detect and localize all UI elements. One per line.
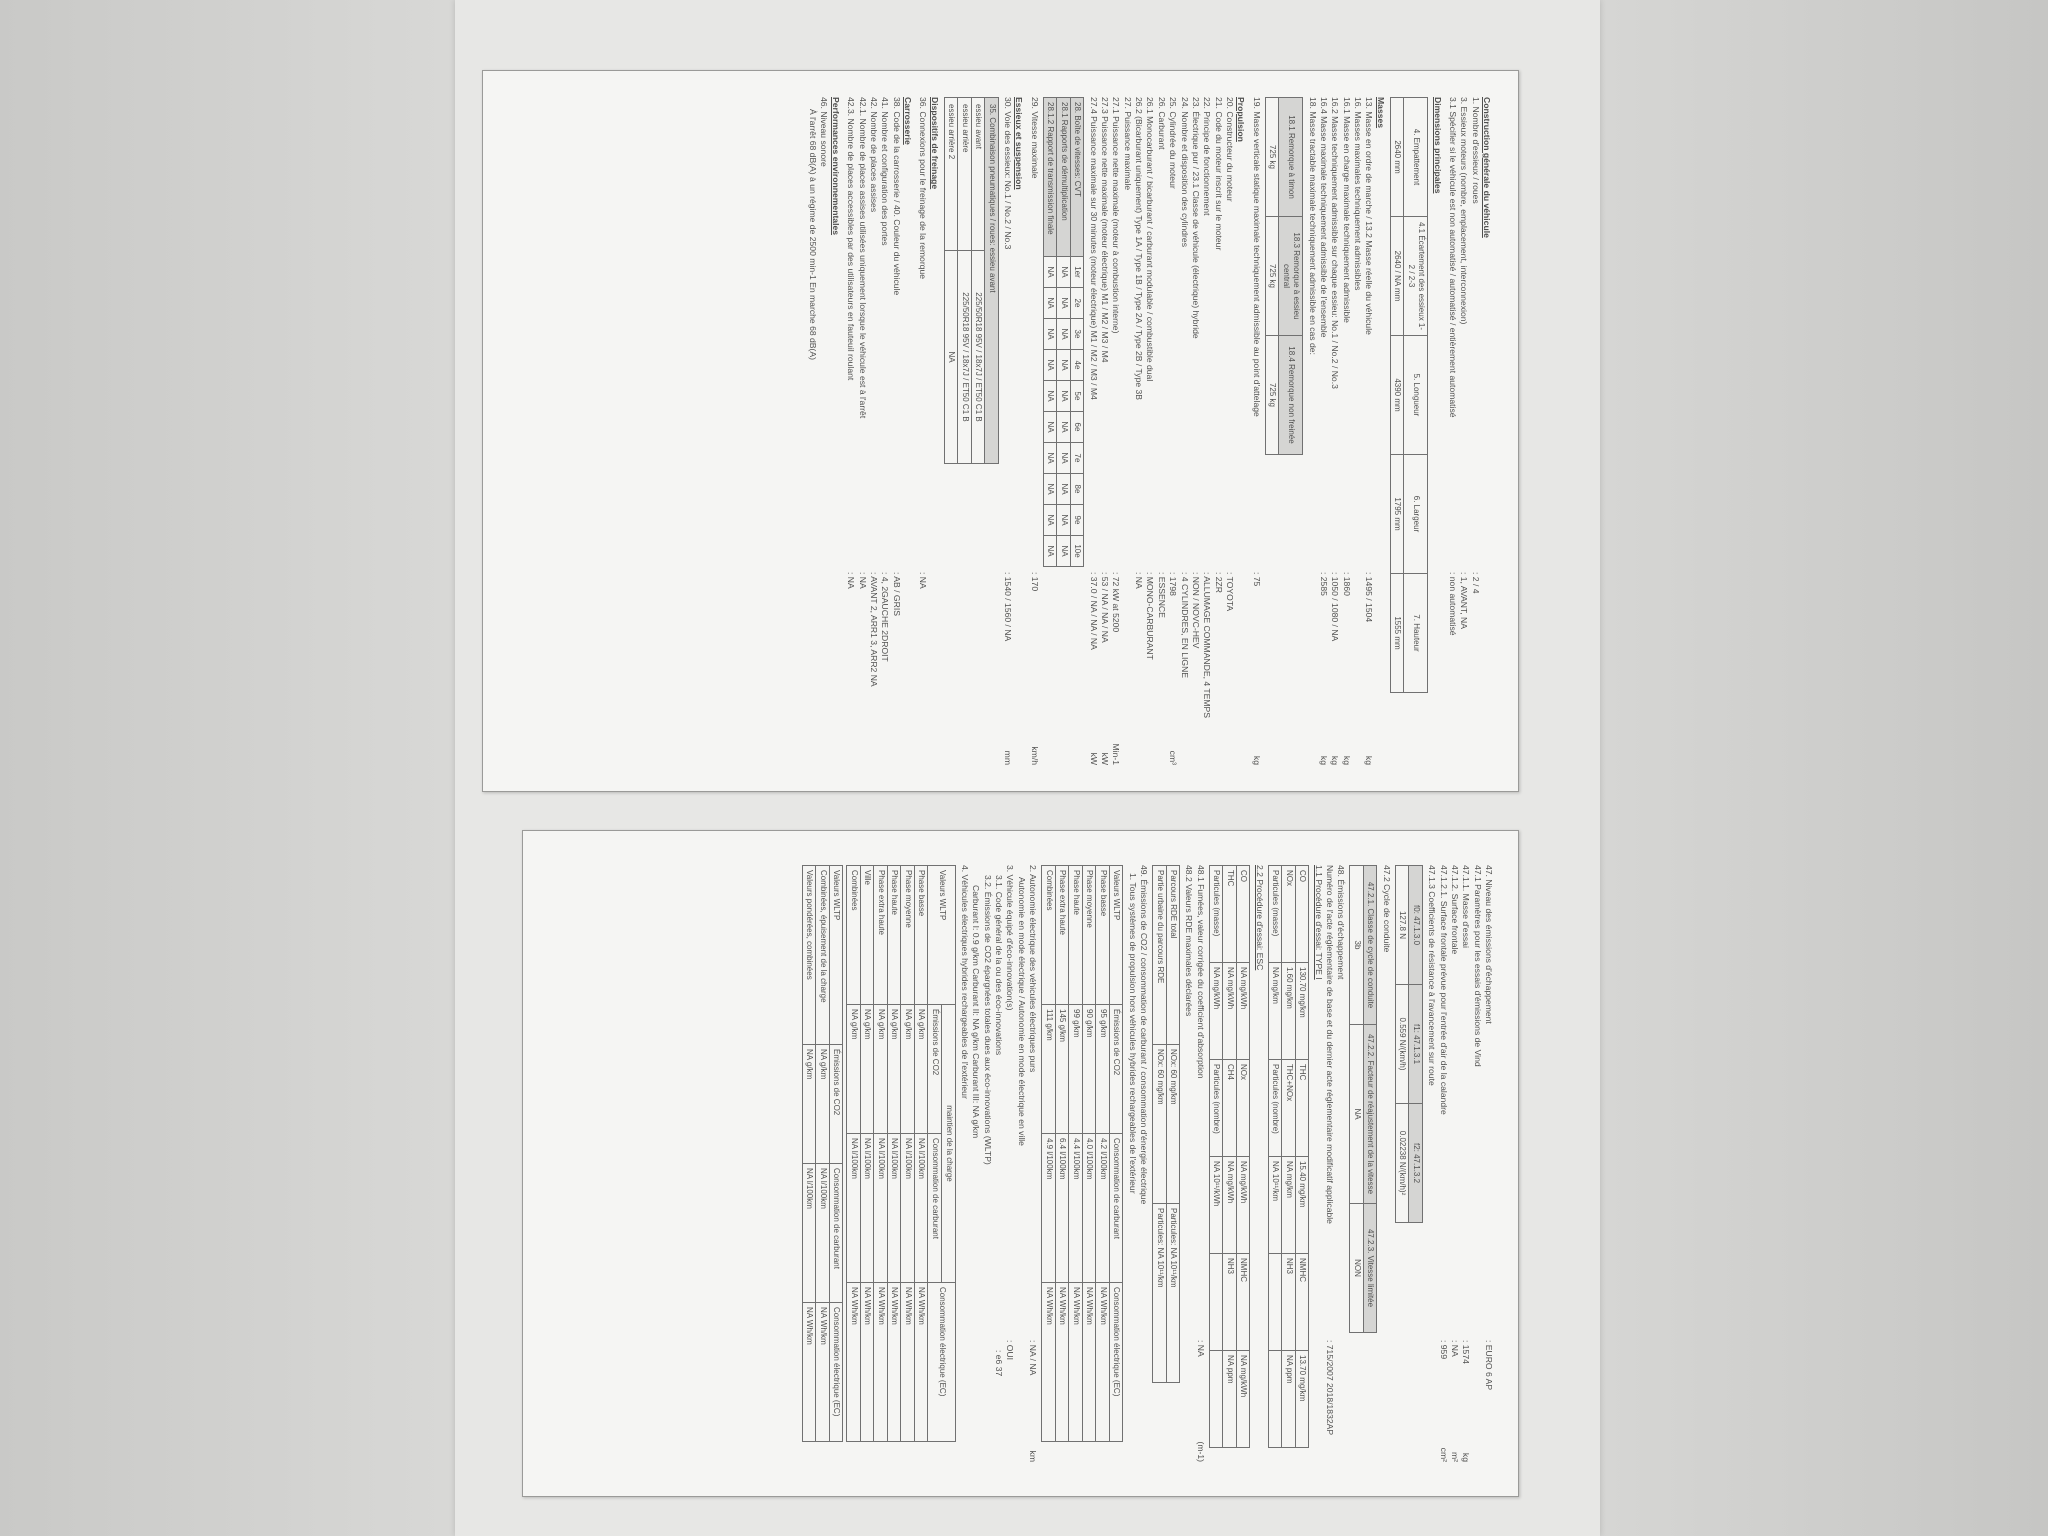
document-page-2 [522,830,1519,1497]
field-row: 42. Nombre de places assises : AVANT 2, ARR1 3, ARR2 NA [868,97,879,687]
field-row: 38. Code de la carrosserie / 40. Couleur du véhicule : AB / GRIS [891,97,902,616]
co2-heading: 49. Émissions de CO2 / consommation de carburant / consommation d'énergie électrique [1138,865,1149,1205]
field-row: 29. Vitesse maximale : 170 km/h [1029,97,1040,765]
phev-table: Valeurs WLTP maintien de la charge Consommation électrique (EC) Émissions de CO2 Consommation de carburant Phase basse NA g/km NA l/100km NA Wh/km Phase moyenne NA g/km NA l/100km NA Wh/km Phase haute NA g/km NA l/100km NA Wh/km Phase extra haute NA g/km NA l/100km NA Wh/km Ville NA g/km NA l/100km NA Wh/km Combinées NA g/km NA l/100km NA Wh/km [846,865,955,1442]
section-brakes: Dispositifs de freinage [929,97,940,190]
esc-procedure: 2.2 Procédure d'essai: ESC [1254,865,1265,971]
section-axles: Essieux et suspension [1014,97,1025,190]
params-heading: 47.1 Paramètres pour les essais d'émissions de Vind [1472,865,1483,1067]
field-row: 22. Principe de fonctionnement : ALLUMAGE COMMANDE, 4 TEMPS [1202,97,1213,718]
field-row: 42.1. Nombre de places assises utilisées uniquement lorsque le véhicule est à l'arrêt : NA [857,97,868,589]
field-row: 3.1. Code général de la ou des éco-innovations : e6 37 [993,875,1004,1377]
section-environment: Performances environnementales [830,97,841,236]
dimensions-table: 4. Empattement 4.1 Écartement des essieux 1-2 / 2-3 5. Longueur 6. Largeur 7. Hauteur 2640 mm 2640 / NA mm 4390 mm 1795 mm 1555 mm [1390,97,1429,693]
field-row: 30. Voie des essieux: No.1 / No.2 / No.3 : 1540 / 1560 / NA mm [1003,97,1014,765]
noise-values: À l'arrêt 68 dB(A) à un régime de 2500 min-1 En marche 68 dB(A) [808,109,819,360]
field-row: 26.2 (Bicarburant uniquement) Type 1A / Type 1B / Type 2A / Type 2B / Type 3B : NA [1134,97,1145,589]
rde-table: Parcours RDE total NOx: 60 mg/km Particules: NA 10¹¹/km Partie urbaine du parcours RDE NOx: 60 mg/km Particules: NA 10¹¹/km [1152,865,1180,1383]
field-row: 16.2 Masse techniquement admissible sur chaque essieu: No.1 / No.2 / No.3 : 1050 / 1080 / NA kg [1330,97,1341,765]
field-row: 16. Masses maximales techniquement admissibles [1352,97,1363,291]
ev-range-subtext: Autonomie en mode électrique / Autonomie en mode électrique en ville [1016,877,1027,1146]
road-load-table: f0: 47.1.3.0 f1: 47.1.3.1 f2: 47.1.3.2 127.8 N 0.559 N/(km/h) 0.02238 N/(km/h)² [1395,865,1423,1223]
field-row: 48.1 Fumées, valeur corrigée du coefficient d'absorption : NA (m-1) [1195,865,1206,1462]
field-row: 42.3. Nombre de places accessibles par des utilisateurs en fauteuil roulant : NA [846,97,857,589]
page-1-content [797,71,1518,791]
field-row: 25. Cylindrée du moteur : 1798 cm³ [1168,97,1179,765]
wltp-table: Valeurs WLTP Émissions de CO2 Consommation de carburant Consommation électrique (EC) Phase basse 95 g/km 4.2 l/100km NA Wh/km Phase moyenne 90 g/km 4.0 l/100km NA Wh/km Phase haute 99 g/km 4.4 l/100km NA Wh/km Phase extra haute 145 g/km 6.4 l/100km NA Wh/km Combinées 111 g/km 4.9 l/100km NA Wh/km [1041,865,1123,1442]
field-row: 1. Nombre d'essieux / roues : 2 / 4 [1470,97,1481,594]
field-row: 27.1 Puissance nette maximale (moteur à combustion interne) : 72 kW at 5200 Min-1 [1111,97,1122,765]
field-row: 47.1.2.1. Surface frontale prévue pour l'entrée d'air de la calandre : 959 cm² [1438,865,1449,1462]
field-row: 47. Niveau des émissions d'échappement : EURO 6 AP [1484,865,1494,1391]
field-row: 13. Masse en ordre de marche / 13.2 Masse réelle du véhicule : 1495 / 1504 kg [1364,97,1375,765]
field-row: 3. Essieux moteurs (nombre, emplacement, interconnexion) : 1, AVANT, NA [1459,97,1470,629]
field-row: 26. Carburant : ESSENCE [1156,97,1167,618]
coef-heading: 47.1.3 Coefficients de résistance à l'avancement sur route [1427,865,1438,1086]
gearbox-table: 28. Boîte de vitesses: CVT 1er 2e 3e 4e 5e 6e 7e 8e 9e 10e 28.1 Rapports de démultiplication NA NA NA NA NA NA NA NA NA NA 28.1.2 Rapport de transmission finale NA NA NA NA NA NA NA NA NA NA [1043,97,1085,567]
drive-cycle-table: 47.2.1. Classe de cycle de conduite 47.2.2. Facteur de réajustement de la vitesse 47.2.3. Vitesse limitée 3b NA NON [1349,865,1377,1333]
field-row: 26.1 Monocarburant / bicarburant / carburant modulable / combustible dual : MONO-CARBURANT [1145,97,1156,660]
field-row: 36. Connexions pour le freinage de la remorque : NA [918,97,929,589]
section-masses: Masses [1375,97,1386,129]
document-page-1 [482,70,1519,792]
field-row: 47.1.1. Masse d'essai : 1574 kg [1461,865,1472,1462]
field-row: 20. Constructeur du moteur : TOYOTA [1224,97,1235,612]
field-row: 2. Autonomie électrique des véhicules électriques purs : NA / NA km [1028,865,1038,1462]
field-row: 27.3 Puissance nette maximale (moteur électrique) M1 / M2 / M3 / M4 : 53 / NA / NA / NA kW [1100,97,1111,765]
field-row: 19. Masse verticale statique maximale techniquement admissible au point d'attelage : 75 kg [1251,97,1262,765]
cycle-heading: 47.2 Cycle de conduite [1381,865,1392,953]
field-row: 16.1 Masse en charge maximale techniquement admissible : 1860 kg [1341,97,1352,765]
towing-table: 18.1 Remorque à timon 18.3 Remorque à essieu central 18.4 Remorque non freinée 725 kg 725 kg 725 kg [1265,97,1304,455]
field-row: 21. Code du moteur inscrit sur le moteur : 2ZR [1213,97,1224,594]
noise-label: 46. Niveau sonore [819,97,830,167]
page-2-content [789,831,1518,1496]
co2-subheading: 1. Tous systèmes de propulsion hors véhicules hybrides rechargeables de l'extérieur [1127,873,1138,1194]
rde-heading: 48.2 Valeurs RDE maximales déclarées [1184,865,1195,1017]
field-row: 3.1 Spécifier si le véhicule est non automatisé / automatisé / entièrement automatisé : non automatisé [1447,97,1458,636]
emissions-heading: 48. Émissions d'échappement [1336,865,1347,980]
esc-emissions-table: CO NA mg/kWh NOx NA mg/kWh NMHC NA mg/kWh THC NA mg/kWh CH4 NA mg/kWh NH3 NA ppm Particules (masse) NA mg/kWh Particules (nombre) NA 10¹¹/kWh [1209,865,1251,1448]
section-construction: Construction générale du véhicule [1482,97,1492,238]
wltp-procedure: 1.1 Procédure d'essai: TYPE I [1313,865,1324,980]
eco-savings-heading: 3.2. Émissions de CO2 épargnées totales dues aux éco-innovations (WLTP) [982,875,993,1165]
field-row: 27.4 Puissance maximale sur 30 minutes (moteur électrique) M1 / M2 / M3 / M4 : 37.0 / NA / NA / NA kW [1088,97,1099,765]
field-row: 24. Nombre et disposition des cylindres : 4 CYLINDRES, EN LIGNE [1179,97,1190,679]
field-row: 27. Puissance maximale [1122,97,1133,191]
tyre-table: 35. Combinaison pneumatiques / roues: essieu avant essieu avant 225/50R18 95V / 18x7J / ET50 C1 B essieu arrière 225/50R18 95V / 18x7J / ET50 C1 B essieu arrière 2 NA [944,97,999,464]
field-row: 18. Masse tractable maximale techniquement admissible en cas de: [1307,97,1318,355]
field-row: 23. Électrique pur / 23.1 Classe de véhicule (électrique) hybride : NON / NOVC-HEV [1190,97,1201,649]
section-dimensions: Dimensions principales [1432,97,1443,194]
field-row: 16.4 Masse maximale techniquement admissible de l'ensemble : 2585 kg [1318,97,1329,765]
field-row: 47.1.2. Surface frontale : NA m² [1449,865,1460,1462]
section-propulsion: Propulsion [1236,97,1247,142]
eco-savings-values: Carburant I: 0.9 g/km Carburant II: NA g/km Carburant III: NA g/km [971,885,982,1139]
field-row: 3. Véhicule équipé d'éco-innovation(s) : OUI [1005,865,1016,1361]
phev-heading: 4. Véhicules électriques hybrides rechargeables de l'extérieur [959,865,970,1099]
phev-weighted-table: Valeurs WLTP Émissions de CO2 Consommation de carburant Consommation électrique (EC) Combinées, épuisement de la charge NA g/km NA l/100km NA Wh/km Valeurs pondérées, combinées NA g/km NA l/100km NA Wh/km [802,865,844,1442]
section-body: Carrosserie [902,97,913,145]
field-row: Numéro de l'acte réglementaire de base et du dernier acte réglementaire modificatif applicable : 715/2007 2018/1832AP [1325,865,1336,1436]
type-i-emissions-table: CO 130.70 mg/km THC 15.40 mg/km NMHC 13.70 mg/km NOx 1.60 mg/km THC+NOx NA mg/km NH3 NA ppm Particules (masse) NA mg/km Particules (nombre) NA 10¹¹/km [1268,865,1310,1448]
field-row: 41. Nombre et configuration des portes : 4, 2GAUCHE 2DROIT [880,97,891,662]
